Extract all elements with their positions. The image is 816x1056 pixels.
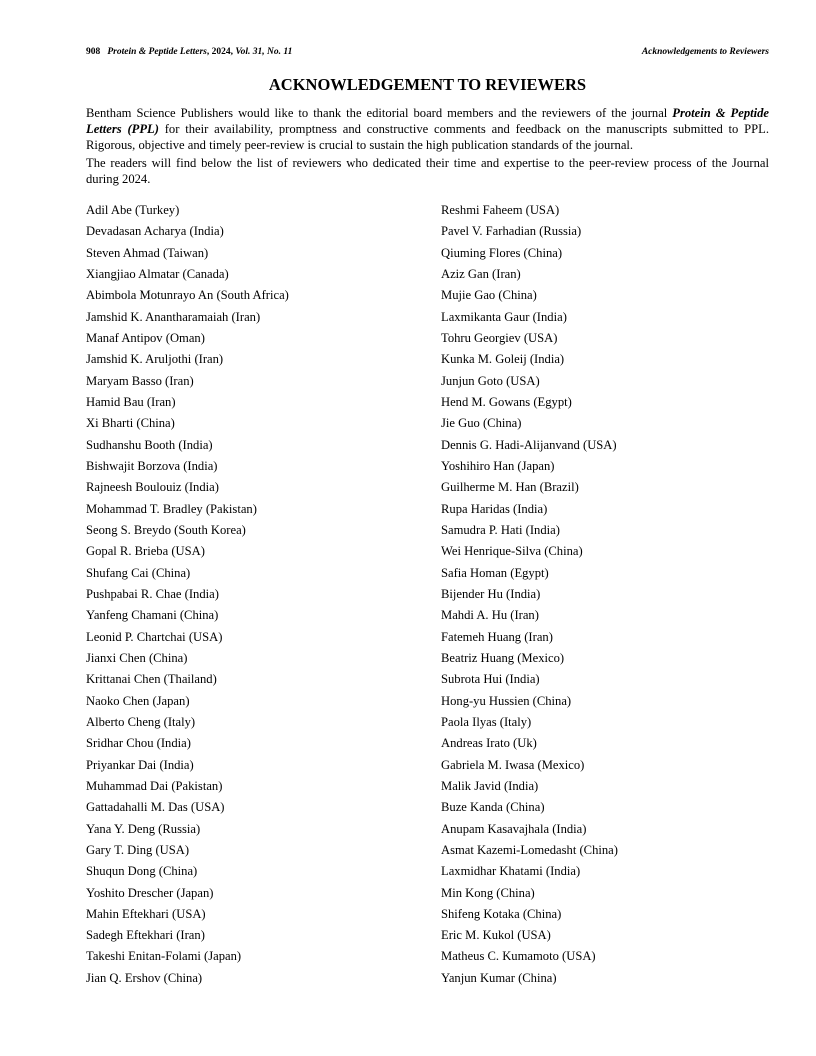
reviewer-item: Wei Henrique-Silva (China)	[441, 544, 583, 559]
reviewer-item: Devadasan Acharya (India)	[86, 224, 224, 239]
reviewer-item: Pushpabai R. Chae (India)	[86, 586, 219, 601]
journal-name: Protein & Peptide Letters	[107, 47, 207, 57]
reviewer-item: Paola Ilyas (Italy)	[441, 714, 532, 729]
journal-year: , 2024,	[206, 47, 236, 57]
reviewer-item: Fatemeh Huang (Iran)	[441, 629, 553, 644]
reviewer-item: Krittanai Chen (Thailand)	[86, 672, 217, 687]
reviewer-item: Beatriz Huang (Mexico)	[441, 650, 565, 665]
page-number: 908	[86, 47, 101, 57]
reviewer-item: Subrota Hui (India)	[441, 672, 540, 687]
running-header	[86, 47, 769, 57]
reviewer-item: Min Kong (China)	[441, 885, 535, 900]
reviewer-item: Xi Bharti (China)	[86, 416, 175, 431]
reviewer-item: Bijender Hu (India)	[441, 586, 541, 601]
reviewer-item: Buze Kanda (China)	[441, 800, 545, 815]
reviewer-item: Muhammad Dai (Pakistan)	[86, 778, 223, 793]
reviewer-item: Asmat Kazemi-Lomedasht (China)	[441, 842, 618, 857]
reviewer-item: Sudhanshu Booth (India)	[86, 437, 213, 452]
reviewer-item: Steven Ahmad (Taiwan)	[86, 245, 209, 260]
reviewer-item: Mujie Gao (China)	[441, 288, 537, 303]
reviewer-list-left	[86, 201, 289, 990]
reviewer-item: Laxmidhar Khatami (India)	[441, 864, 581, 879]
reviewer-item: Bishwajit Borzova (India)	[86, 458, 218, 473]
reviewer-item: Gattadahalli M. Das (USA)	[86, 800, 225, 815]
reviewer-item: Shifeng Kotaka (China)	[441, 906, 562, 921]
reviewer-item: Priyankar Dai (India)	[86, 757, 194, 772]
reviewer-item: Anupam Kasavajhala (India)	[441, 821, 587, 836]
reviewer-item: Laxmikanta Gaur (India)	[441, 309, 567, 324]
reviewer-item: Reshmi Faheem (USA)	[441, 203, 560, 217]
reviewer-item: Gary T. Ding (USA)	[86, 842, 190, 857]
reviewer-item: Hend M. Gowans (Egypt)	[441, 394, 572, 409]
reviewer-item: Seong S. Breydo (South Korea)	[86, 522, 246, 537]
reviewer-item: Jamshid K. Anantharamaiah (Iran)	[86, 309, 261, 324]
reviewer-item: Mahin Eftekhari (USA)	[86, 906, 206, 921]
reviewer-item: Leonid P. Chartchai (USA)	[86, 629, 223, 644]
intro-text: Bentham Science Publishers would like to thank the editorial board members and the reviewers of the journal	[86, 106, 673, 120]
reviewer-item: Maryam Basso (Iran)	[86, 373, 194, 388]
reviewer-item: Yoshihiro Han (Japan)	[441, 458, 555, 473]
reviewer-item: Jamshid K. Aruljothi (Iran)	[86, 352, 224, 367]
section-name: Acknowledgements to Reviewers	[641, 47, 769, 57]
reviewer-item: Eric M. Kukol (USA)	[441, 928, 551, 943]
reviewer-list-right	[441, 201, 618, 990]
reviewer-item: Sadegh Eftekhari (Iran)	[86, 928, 205, 943]
reviewer-item: Naoko Chen (Japan)	[86, 693, 190, 708]
reviewer-item: Kunka M. Goleij (India)	[441, 352, 565, 367]
reviewer-item: Takeshi Enitan-Folami (Japan)	[86, 949, 242, 964]
reviewer-item: Rajneesh Boulouiz (India)	[86, 480, 219, 495]
reviewer-item: Yoshito Drescher (Japan)	[86, 885, 214, 900]
reviewer-item: Malik Javid (India)	[441, 778, 539, 793]
reviewer-item: Manaf Antipov (Oman)	[86, 330, 205, 345]
intro-text-end: for their availability, promptness and constructive comments and feedback on the manuscripts submitted to PPL. Rigorous, objective and timely peer-review is crucial to sustain the high publication standards of the journal.	[86, 122, 769, 152]
journal-name-emphasis: Protein & Peptide Letters (PPL)	[86, 106, 769, 136]
reviewer-item: Yanjun Kumar (China)	[441, 970, 557, 985]
reviewer-item: Pavel V. Farhadian (Russia)	[441, 224, 582, 239]
reviewer-item: Shufang Cai (China)	[86, 565, 191, 580]
intro-paragraph	[86, 105, 769, 153]
reviewer-item: Aziz Gan (Iran)	[441, 266, 521, 281]
reviewer-item: Jianxi Chen (China)	[86, 650, 188, 665]
reviewer-item: Samudra P. Hati (India)	[441, 522, 560, 537]
reviewer-item: Rupa Haridas (India)	[441, 501, 548, 516]
reviewer-item: Andreas Irato (Uk)	[441, 736, 537, 751]
journal-volume: Vol. 31, No. 11	[235, 47, 293, 57]
reviewer-item: Alberto Cheng (Italy)	[86, 714, 196, 729]
reviewer-item: Xiangjiao Almatar (Canada)	[86, 266, 229, 281]
reviewer-item: Qiuming Flores (China)	[441, 245, 563, 260]
reviewer-item: Gabriela M. Iwasa (Mexico)	[441, 757, 585, 772]
journal-citation	[86, 47, 292, 57]
reviewer-item: Jie Guo (China)	[441, 416, 522, 431]
reviewer-item: Tohru Georgiev (USA)	[441, 330, 558, 345]
reviewer-item: Guilherme M. Han (Brazil)	[441, 480, 579, 495]
reviewer-item: Junjun Goto (USA)	[441, 373, 540, 388]
reviewer-item: Mohammad T. Bradley (Pakistan)	[86, 501, 257, 516]
reviewer-item: Abimbola Motunrayo An (South Africa)	[86, 288, 289, 303]
reviewer-item: Mahdi A. Hu (Iran)	[441, 608, 539, 623]
reviewer-item: Yanfeng Chamani (China)	[86, 608, 219, 623]
reviewer-item: Hamid Bau (Iran)	[86, 394, 176, 409]
reviewer-item: Sridhar Chou (India)	[86, 736, 191, 751]
reviewer-item: Yana Y. Deng (Russia)	[86, 821, 201, 836]
reviewer-item: Shuqun Dong (China)	[86, 864, 198, 879]
reviewer-item: Dennis G. Hadi-Alijanvand (USA)	[441, 437, 617, 452]
reviewer-item: Matheus C. Kumamoto (USA)	[441, 949, 596, 964]
reviewer-item: Safia Homan (Egypt)	[441, 565, 549, 580]
reviewer-item: Jian Q. Ershov (China)	[86, 970, 203, 985]
reviewer-item: Hong-yu Hussien (China)	[441, 693, 572, 708]
readers-paragraph: The readers will find below the list of reviewers who dedicated their time and expertise to the peer-review process of the Journal during 2024.	[86, 156, 769, 186]
page-title: ACKNOWLEDGEMENT TO REVIEWERS	[268, 75, 587, 94]
reviewer-item: Gopal R. Brieba (USA)	[86, 544, 205, 559]
reviewer-item: Adil Abe (Turkey)	[86, 203, 180, 217]
